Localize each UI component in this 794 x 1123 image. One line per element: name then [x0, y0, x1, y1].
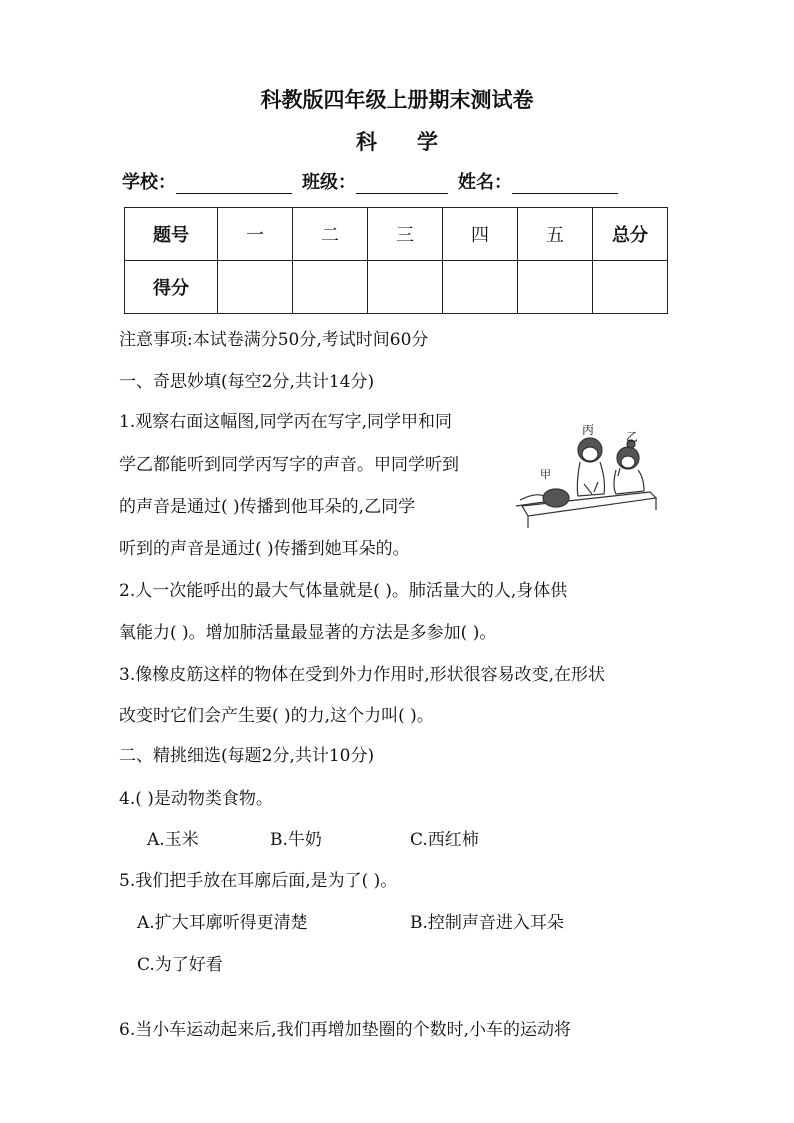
section2-title: 二、精挑细选(每题2分,共计10分) — [119, 746, 375, 766]
q4-option-b[interactable]: B.牛奶 — [270, 830, 322, 850]
header-cell-1: 一 — [218, 208, 293, 261]
figure-label-yi: 乙 — [626, 430, 639, 444]
class-label: 班级： — [302, 172, 356, 193]
q1-line-1: 1.观察右面这幅图,同学丙在写字,同学甲和同 — [119, 412, 453, 432]
score-cell-2[interactable] — [293, 261, 368, 314]
q4-stem: 4.( )是动物类食物。 — [119, 789, 273, 809]
class-blank[interactable] — [356, 173, 448, 194]
school-label: 学校： — [122, 172, 176, 193]
exam-title: 科教版四年级上册期末测试卷 — [260, 88, 534, 112]
score-cell-1[interactable] — [218, 261, 293, 314]
q3-line-2: 改变时它们会产生要( )的力,这个力叫( )。 — [119, 706, 434, 726]
q5-option-a[interactable]: A.扩大耳廓听得更清楚 — [137, 913, 308, 933]
school-blank[interactable] — [176, 173, 292, 194]
notice-text: 注意事项:本试卷满分50分,考试时间60分 — [119, 330, 429, 350]
header-cell-4: 四 — [443, 208, 518, 261]
header-cell-label: 题号 — [125, 208, 218, 261]
score-row-label: 得分 — [125, 261, 218, 314]
score-table-header-row — [125, 208, 668, 261]
score-cell-4[interactable] — [443, 261, 518, 314]
header-cell-3: 三 — [368, 208, 443, 261]
q4-option-c[interactable]: C.西红柿 — [410, 830, 479, 850]
q3-line-1: 3.像橡皮筋这样的物体在受到外力作用时,形状很容易改变,在形状 — [119, 665, 606, 685]
name-blank[interactable] — [512, 173, 618, 194]
header-cell-5: 五 — [518, 208, 593, 261]
q1-line-2: 学乙都能听到同学丙写字的声音。甲同学听到 — [119, 455, 459, 475]
q2-line-1: 2.人一次能呼出的最大气体量就是( )。肺活量大的人,身体供 — [119, 581, 568, 601]
q1-line-3: 的声音是通过( )传播到他耳朵的,乙同学 — [119, 497, 416, 517]
header-cell-2: 二 — [293, 208, 368, 261]
student-info — [122, 168, 628, 194]
q5-stem: 5.我们把手放在耳廓后面,是为了( )。 — [119, 871, 398, 891]
figure-label-jia: 甲 — [540, 468, 551, 481]
q1-line-4: 听到的声音是通过( )传播到她耳朵的。 — [119, 539, 410, 559]
score-cell-total[interactable] — [593, 261, 668, 314]
section1-title: 一、奇思妙填(每空2分,共计14分) — [119, 372, 375, 392]
score-table-score-row — [125, 261, 668, 314]
score-cell-5[interactable] — [518, 261, 593, 314]
q2-line-2: 氧能力( )。增加肺活量最显著的方法是多参加( )。 — [119, 623, 497, 643]
q4-option-a[interactable]: A.玉米 — [147, 830, 199, 850]
figure-label-bing: 丙 — [582, 423, 595, 437]
q5-option-b[interactable]: B.控制声音进入耳朵 — [410, 913, 564, 933]
score-table — [124, 207, 668, 314]
q5-option-c[interactable]: C.为了好看 — [137, 955, 223, 975]
header-cell-total: 总分 — [593, 208, 668, 261]
classroom-illustration — [510, 414, 660, 530]
subject-title: 科学 — [356, 130, 478, 154]
score-cell-3[interactable] — [368, 261, 443, 314]
name-label: 姓名： — [458, 172, 512, 193]
q6-stem: 6.当小车运动起来后,我们再增加垫圈的个数时,小车的运动将 — [119, 1020, 572, 1040]
